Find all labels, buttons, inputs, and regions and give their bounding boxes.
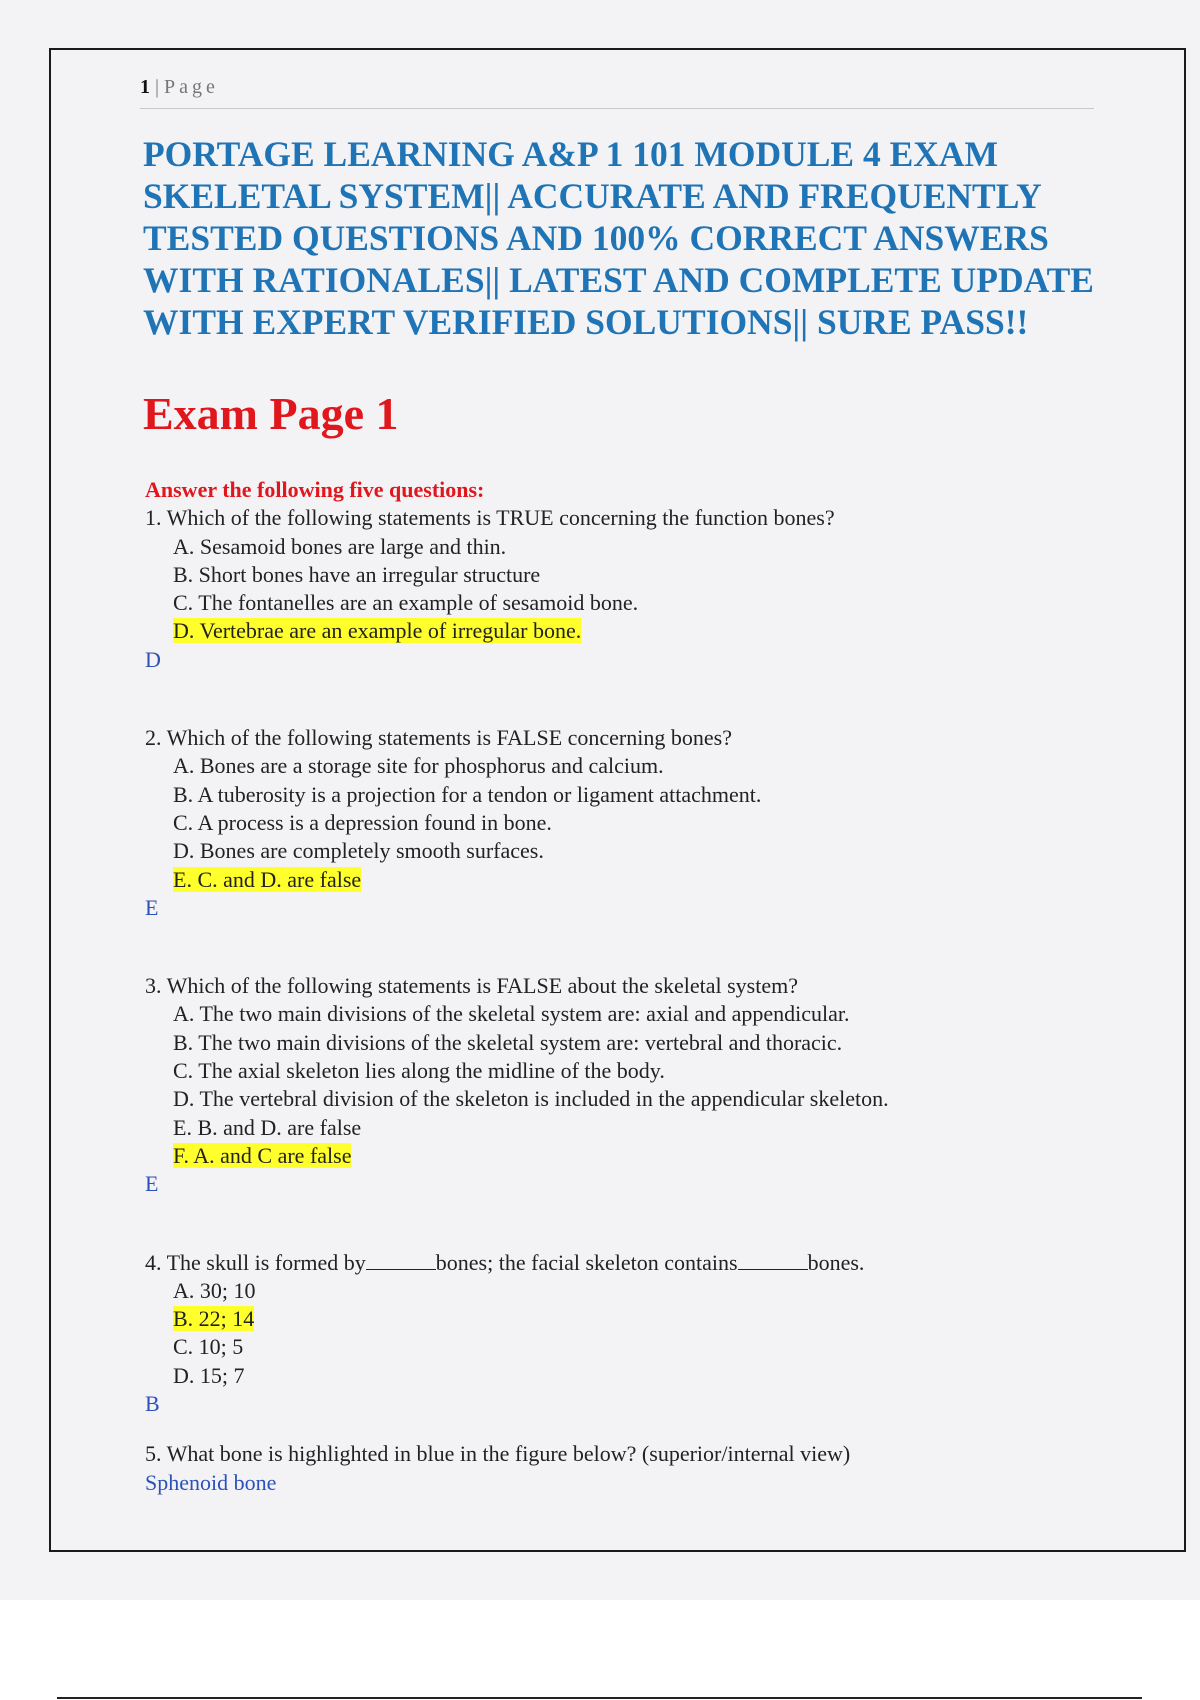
question-2: [145, 724, 1085, 922]
page-number: 1: [140, 76, 150, 98]
blank-line: [738, 1251, 808, 1270]
divider-line: [57, 1697, 1142, 1699]
instructions: Answer the following five questions:: [145, 477, 485, 502]
option-b: B. A tuberosity is a projection for a tendon or ligament attachment.: [173, 781, 762, 807]
option-a: A. The two main divisions of the skeletal system are: axial and appendicular.: [173, 1001, 850, 1027]
header-separator: |: [155, 76, 160, 98]
question-3: [145, 972, 1085, 1198]
question-stem: 2. Which of the following statements is FALSE concerning bones?: [145, 725, 732, 751]
question-stem: 3. Which of the following statements is FALSE about the skeletal system?: [145, 973, 798, 999]
option-e: [145, 866, 1085, 894]
question-stem: 4. The skull is formed by bones; the facial skeleton contains bones.: [145, 1249, 865, 1275]
question-stem: 1. Which of the following statements is TRUE concerning the function bones?: [145, 505, 835, 531]
highlighted-option: B. 22; 14: [173, 1306, 255, 1332]
answer-key: D: [145, 646, 161, 672]
option-b: B. Short bones have an irregular structure: [173, 561, 541, 587]
highlighted-option: E. C. and D. are false: [173, 866, 362, 892]
highlighted-option: D. Vertebrae are an example of irregular bone.: [173, 618, 582, 644]
exam-page-heading: Exam Page 1: [143, 388, 399, 439]
question-4: [145, 1249, 1085, 1419]
option-a: A. Bones are a storage site for phosphorus and calcium.: [173, 753, 664, 779]
question-1: [145, 504, 1085, 674]
question-stem: 5. What bone is highlighted in blue in the figure below? (superior/internal view): [145, 1441, 851, 1467]
page-label: Page: [164, 76, 219, 98]
option-b: [145, 1305, 1085, 1333]
option-b: B. The two main divisions of the skeletal system are: vertebral and thoracic.: [173, 1029, 843, 1055]
document-title: PORTAGE LEARNING A&P 1 101 MODULE 4 EXAM SKELETAL SYSTEM|| ACCURATE AND FREQUENTLY TESTED QUESTIONS AND 100% CORRECT ANSWERS WITH RATIONALES|| LATEST AND COMPLETE UPDATE WITH EXPERT VERIFIED SOLUTIONS|| SURE PASS!!: [143, 134, 1094, 342]
answer-key: E: [145, 1171, 159, 1197]
option-e: E. B. and D. are false: [173, 1114, 362, 1140]
option-c: C. The axial skeleton lies along the midline of the body.: [173, 1058, 665, 1084]
option-c: C. A process is a depression found in bone.: [173, 809, 552, 835]
answer-key: E: [145, 894, 159, 920]
highlighted-option: F. A. and C are false: [173, 1142, 352, 1168]
option-d: D. Bones are completely smooth surfaces.: [173, 838, 544, 864]
next-page-area: [0, 1600, 1200, 1700]
option-d: D. 15; 7: [173, 1362, 245, 1388]
option-a: A. 30; 10: [173, 1277, 256, 1303]
question-5: [145, 1440, 1085, 1497]
option-a: A. Sesamoid bones are large and thin.: [173, 533, 507, 559]
blank-line: [366, 1251, 436, 1270]
option-c: C. The fontanelles are an example of sesamoid bone.: [173, 590, 639, 616]
page-header: [140, 76, 1094, 109]
option-f: [145, 1142, 1085, 1170]
questions-content: [145, 476, 1085, 1547]
answer-key: B: [145, 1391, 160, 1417]
answer-key: Sphenoid bone: [145, 1469, 277, 1495]
option-c: C. 10; 5: [173, 1334, 244, 1360]
option-d: [145, 617, 1085, 645]
option-d: D. The vertebral division of the skeleton is included in the appendicular skeleton.: [173, 1086, 889, 1112]
